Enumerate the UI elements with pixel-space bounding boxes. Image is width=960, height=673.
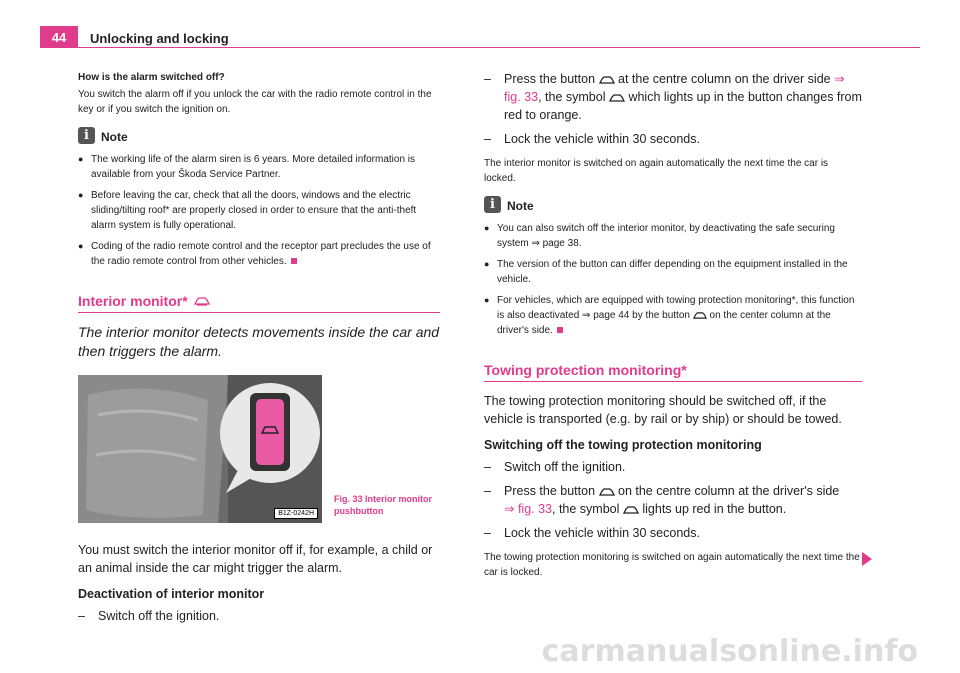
note-bullet: ● Before leaving the car, check that all the doors, windows and the electric sliding/tilting roof* are properly closed in order to ensure that the anti-theft alarm system is fully operational. [78,190,417,231]
car-alarm-icon [693,311,707,320]
section-title-towing: Towing protection monitoring* [484,362,862,382]
towing-auto-text: The towing protection monitoring is switched on again automatically the next time the car is locked. [484,552,860,578]
alarm-heading: How is the alarm switched off? [78,72,225,83]
info-icon: i [78,127,95,144]
car-alarm-icon [609,93,625,103]
alarm-text: You switch the alarm off if you unlock the car with the radio remote control in the key or if you switch the ignition on. [78,89,432,115]
body-text: You must switch the interior monitor off if, for example, a child or an animal inside the car might trigger the alarm. [78,543,433,575]
note-header [484,196,862,213]
car-alarm-icon [194,296,210,306]
info-icon: i [484,196,501,213]
section-intro: The interior monitor detects movements inside the car and then triggers the alarm. [78,324,440,359]
note-bullet: ● The version of the button can differ depending on the equipment installed in the vehicle. [484,259,848,285]
towing-text: The towing protection monitoring should be switched off, if the vehicle is transported (e.g. by rail or by ship) or should be towed. [484,394,842,426]
step-item: – Switch off the ignition. [484,460,626,474]
note-bullet: ● The working life of the alarm siren is 6 years. More detailed information is available from your Škoda Service Partner. [78,154,416,180]
fig-link[interactable]: ⇒ fig. 33 [504,72,845,104]
figure-code: B1Z-0242H [274,508,318,519]
figure-33 [78,375,440,523]
header-rule [40,47,920,48]
step-item: – Press the button on the centre column at the driver's side ⇒ fig. 33, the symbol lights up red in the button. [484,484,840,516]
fig-link[interactable]: ⇒ fig. 33 [504,502,552,516]
page-header-title: Unlocking and locking [90,31,229,46]
step-item: – Lock the vehicle within 30 seconds. [484,526,700,540]
deactivation-heading: Deactivation of interior monitor [78,587,265,601]
right-column [484,70,862,588]
car-alarm-icon [599,487,615,497]
note-bullet: ● For vehicles, which are equipped with towing protection monitoring*, this function is also deactivated ⇒ page 44 by the button on the center column at the driver's side. [484,295,855,336]
left-column [78,70,440,631]
section-end-mark [291,258,297,264]
note-header [78,127,440,144]
next-page-arrow-icon[interactable] [862,552,872,566]
watermark: carmanualsonline.info [541,634,918,669]
step-item: – Press the button at the centre column on the driver side ⇒ fig. 33, the symbol which lights up in the button changes from red to orange. [484,72,862,122]
figure-caption: Fig. 33 Interior monitor pushbutton [334,494,433,516]
section-title-interior-monitor: Interior monitor* [78,293,440,313]
car-alarm-icon [599,75,615,85]
step-item: – Switch off the ignition. [78,609,220,623]
switch-heading: Switching off the towing protection monitoring [484,438,762,452]
car-alarm-icon [623,505,639,515]
step-item: – Lock the vehicle within 30 seconds. [484,132,700,146]
interior-monitor-photo [78,375,322,523]
note-label: Note [101,130,128,144]
auto-text: The interior monitor is switched on again automatically the next time the car is locked. [484,158,829,184]
note-bullet: ● Coding of the radio remote control and the receptor part precludes the use of the radio remote control from other vehicles. [78,241,431,267]
note-label: Note [507,199,534,213]
note-bullet: ● You can also switch off the interior monitor, by deactivating the safe securing system ⇒ page 38. [484,223,835,249]
section-end-mark [557,327,563,333]
page-number: 44 [40,26,78,48]
